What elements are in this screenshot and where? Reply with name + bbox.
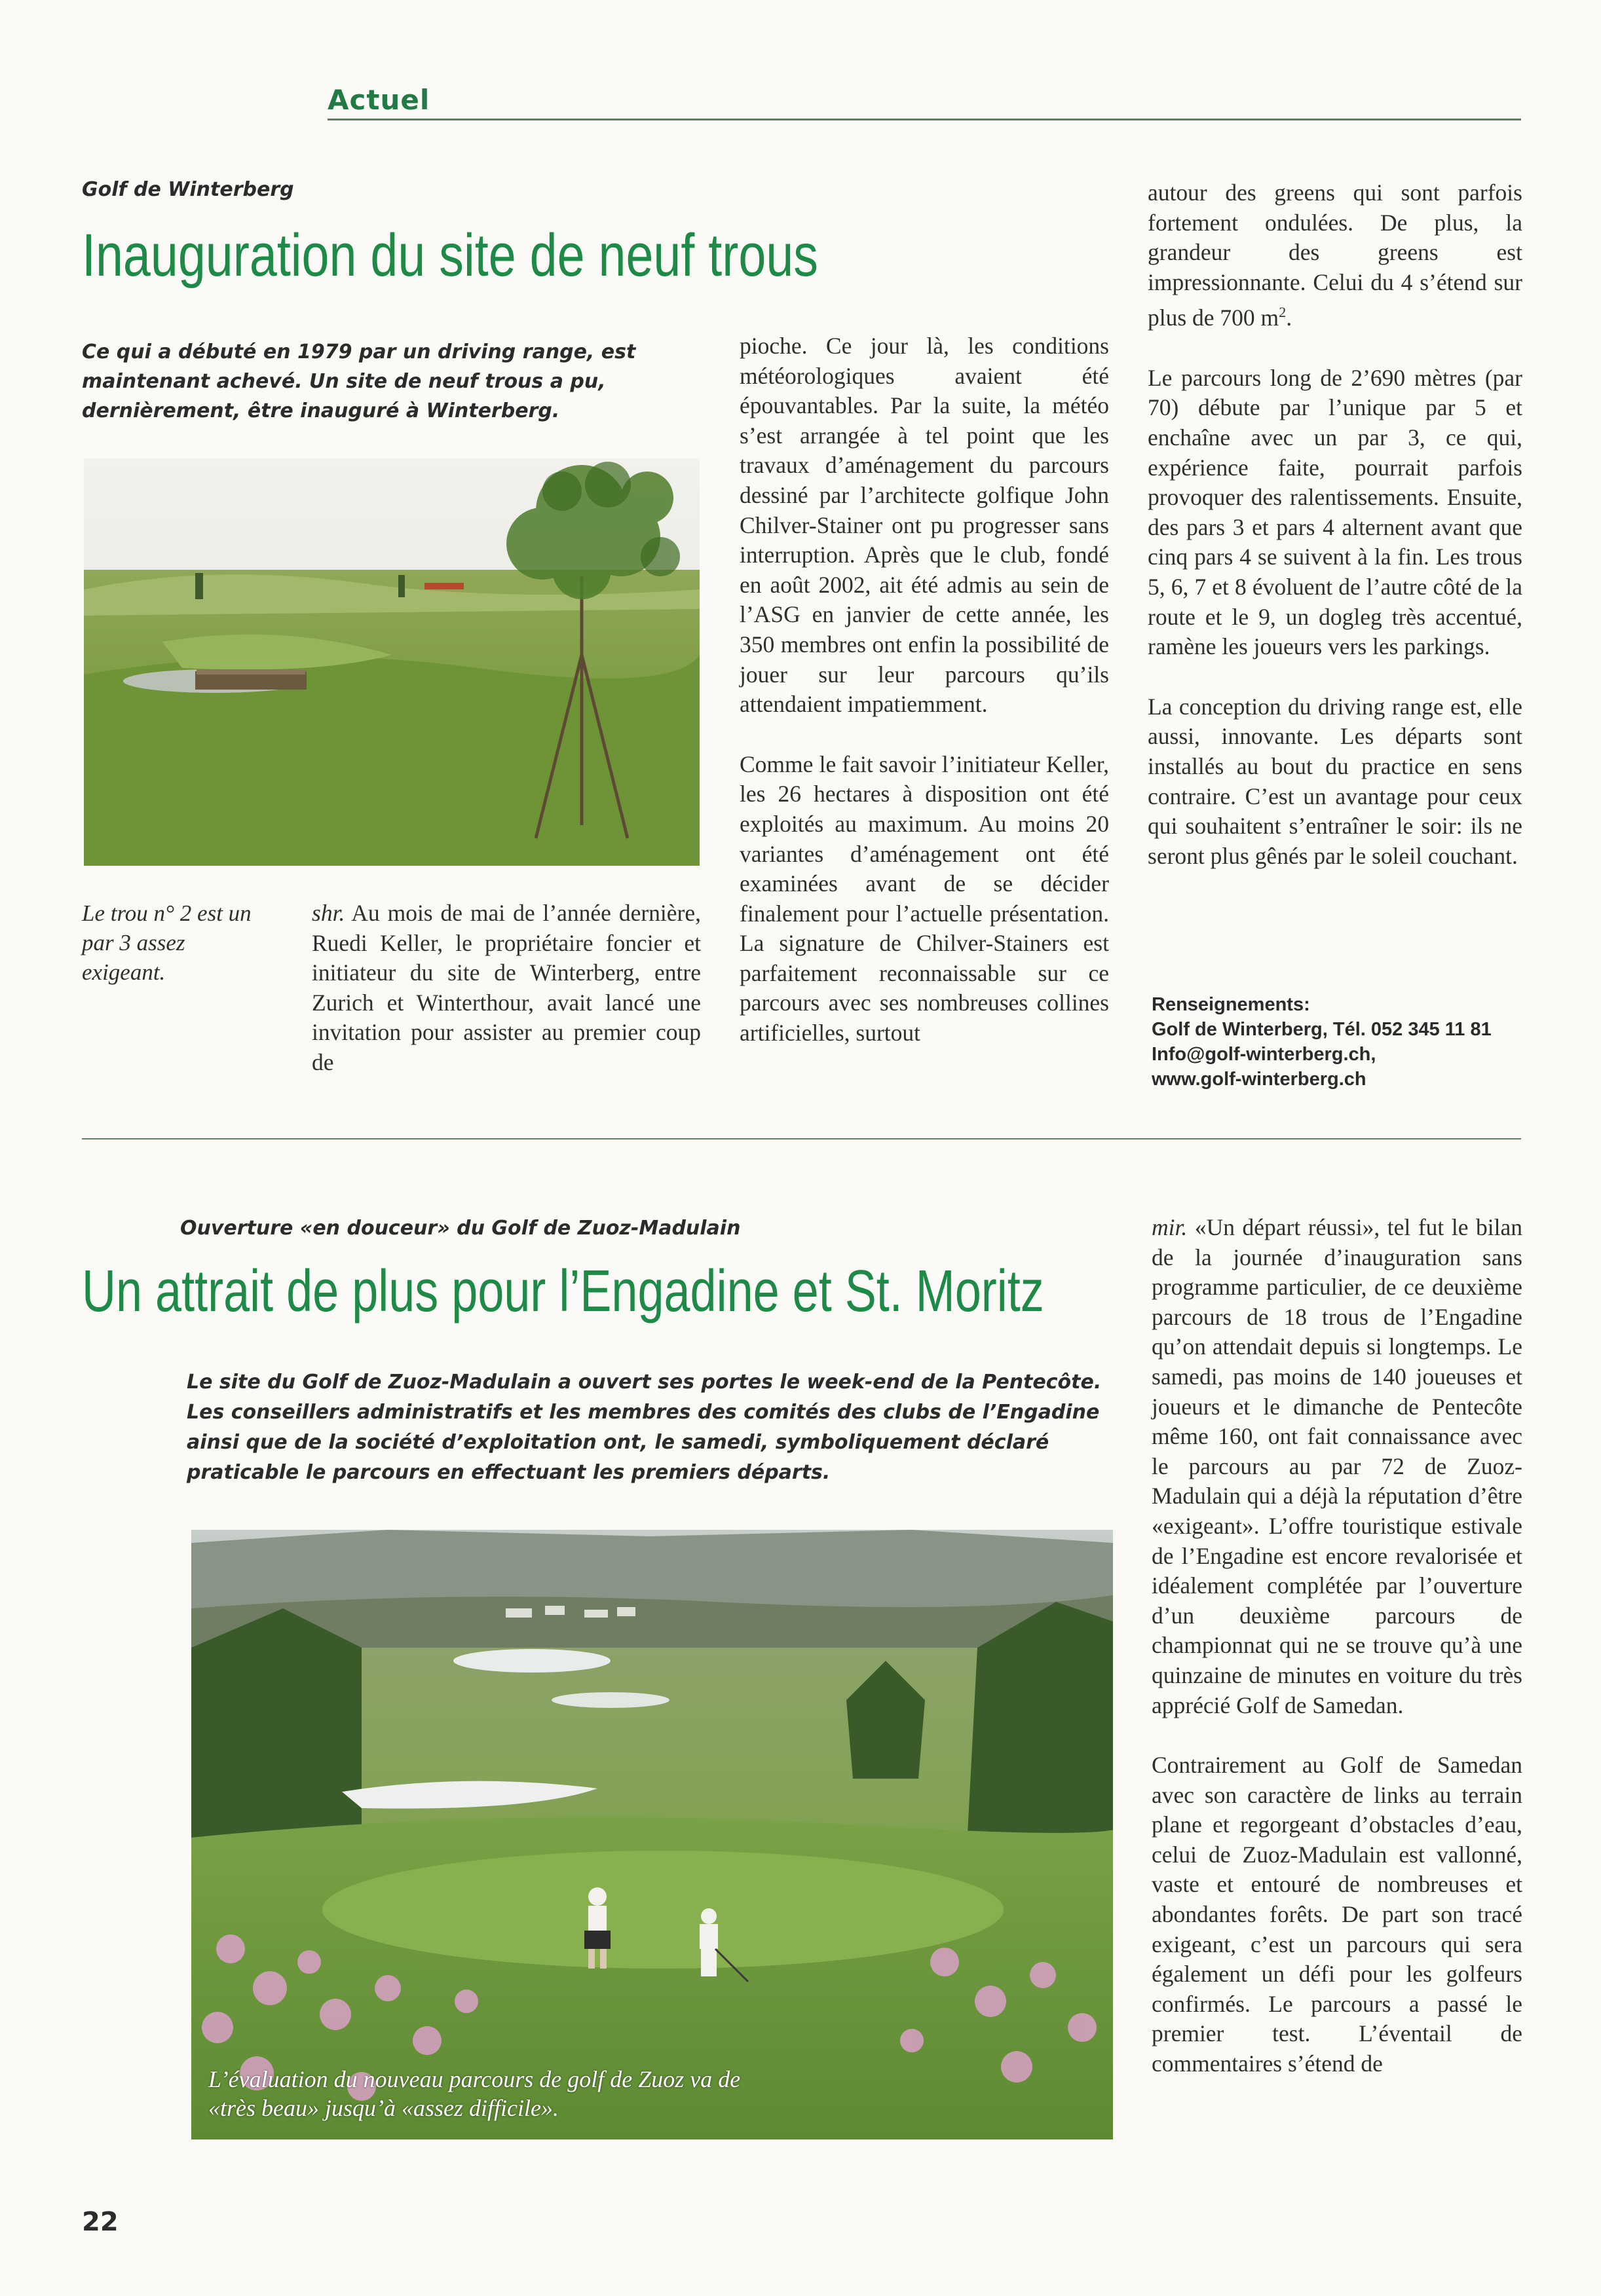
info-email-link[interactable]: Info@golf-winterberg.ch, (1152, 1044, 1376, 1065)
article2-byline: mir. (1152, 1214, 1188, 1240)
article2-lead: Le site du Golf de Zuoz-Madulain a ouvert ses portes le week-end de la Pentecôte. Les conseillers administratifs et les membres des comités des clubs de l’Engadine ainsi que de la société d’exploitation ont, le samedi, symboliquement déclaré praticable le parcours en effectuant les premiers départs. (187, 1371, 1102, 1484)
article1-byline: shr. (312, 900, 345, 926)
article1-paragraph (1148, 178, 1522, 333)
article2-col-text: «Un départ réussi», tel fut le bilan de la journée d’inauguration sans programme particulier, de ce deuxième parcours de 18 trous de l’Engadine qu’on attendait depuis si longtemps. Le samedi, pas moins de 140 joueuses et joueurs et le dimanche de Pentecôte même 160, ont fait connaissance avec le parcours au par 72 de Zuoz-Madulain qui a déjà la réputation d’être «exigeant». L’offre touristique estivale de l’Engadine est encore revalorisée et idéalement complétée par l’ouverture d’un deuxième parcours de championnat qui ne se trouve qu’à une quinzaine de minutes en voiture du très apprécié Golf de Samedan. (1152, 1214, 1522, 1718)
article1-paragraph: pioche. Ce jour là, les conditions météorologiques avaient été épouvantables. Par la suite, la météo s’est arrangée à tel point que les travaux d’aménagement du parcours dessiné par l’architecte golfique John Chilver-Stainer ont pu progresser sans interruption. Après que le club, fondé en août 2002, ait été admis au sein de l’ASG en janvier de cette année, les 350 membres ont enfin la possibilité de jouer sur leur parcours qu’ils attendaient impatiemment. (740, 333, 1109, 718)
article1-title: Inauguration du site de neuf trous (82, 222, 819, 289)
article1-paragraph: Le parcours long de 2’690 mètres (par 70) débute par l’unique par 5 et enchaîne avec un par 3, ce qui, expérience faite, pourrait parfois provoquer des ralentissements. Ensuite, des pars 3 et pars 4 alternent avant que cinq pars 4 se suivent à la fin. Les trous 5, 6, 7 et 8 évoluent de l’autre côté de la route et le 9, un dogleg très accentué, ramène les joueurs vers les parkings. (1148, 364, 1522, 660)
page-number: 22 (82, 2207, 119, 2237)
article1-paragraph (312, 898, 701, 1078)
article1-column-1 (312, 898, 701, 1078)
article2-title: Un attrait de plus pour l’Engadine et St. Moritz (82, 1259, 1044, 1324)
article1-paragraph: La conception du driving range est, elle aussi, innovante. Les départs sont installés au bout du practice en sens contraire. C’est un avantage pour ceux qui souhaitent s’entraîner le soir: ils ne seront plus gênés par le soleil couchant. (1148, 693, 1522, 869)
article1-column-3 (1148, 178, 1522, 871)
article2-column (1152, 1213, 1522, 2079)
article1-kicker: Golf de Winterberg (82, 178, 294, 201)
article1-column-2 (740, 331, 1109, 1048)
article-divider (82, 1138, 1521, 1139)
article1-photo (84, 458, 700, 866)
info-title: Renseignements: (1152, 994, 1310, 1015)
article2-paragraph (1152, 1213, 1522, 1720)
article2-kicker: Ouverture «en douceur» du Golf de Zuoz-Madulain (180, 1217, 741, 1240)
section-tag: Actuel (328, 84, 430, 116)
article2-photo (191, 1530, 1113, 2139)
article1-photo-caption: Le trou n° 2 est un par 3 assez exigeant. (82, 900, 252, 985)
article2-photo-caption: L’évaluation du nouveau parcours de golf de Zuoz va de «très beau» jusqu’à «assez difficile». (208, 2066, 741, 2121)
article1-paragraph: Comme le fait savoir l’initiateur Keller, les 26 hectares à disposition ont été exploités au maximum. Au moins 20 variantes d’aménagement ont été examinées avant de se décider finalement pour l’actuelle présentation. La signature de Chilver-Stainers est parfaitement reconnaissable sur ce parcours avec ses nombreuses collines artificielles, surtout (740, 750, 1109, 1046)
article2-paragraph: Contrairement au Golf de Samedan avec son caractère de links au terrain plane et regorgeant d’obstacles d’eau, celui de Zuoz-Madulain est vallonné, vaste et entouré de nombreuses et abondantes forêts. De part son tracé exigeant, c’est un parcours qui sera également un défi pour les golfeurs confirmés. Le parcours a passé le premier test. L’éventail de commentaires s’étend de (1152, 1752, 1522, 2077)
info-phone: Golf de Winterberg, Tél. 052 345 11 81 (1152, 1019, 1492, 1040)
article1-col3-text-end: . (1286, 305, 1292, 331)
article1-col3-text: autour des greens qui sont parfois fortement ondulées. De plus, la grandeur des greens est impressionnante. Celui du 4 s’étend sur plus de 700 m (1148, 179, 1522, 331)
header-rule (328, 119, 1521, 120)
superscript: 2 (1279, 304, 1287, 321)
article1-lead: Ce qui a débuté en 1979 par un driving range, est maintenant achevé. Un site de neuf trous a pu, dernièrement, être inauguré à Winterberg. (82, 341, 636, 422)
info-website-link[interactable]: www.golf-winterberg.ch (1152, 1069, 1366, 1090)
article1-info-box (1152, 992, 1532, 1092)
article1-col1-text: Au mois de mai de l’année dernière, Ruedi Keller, le propriétaire foncier et initiateur du site de Winterberg, entre Zurich et Winterthour, avait lancé une invitation pour assister au premier coup de (312, 900, 701, 1075)
